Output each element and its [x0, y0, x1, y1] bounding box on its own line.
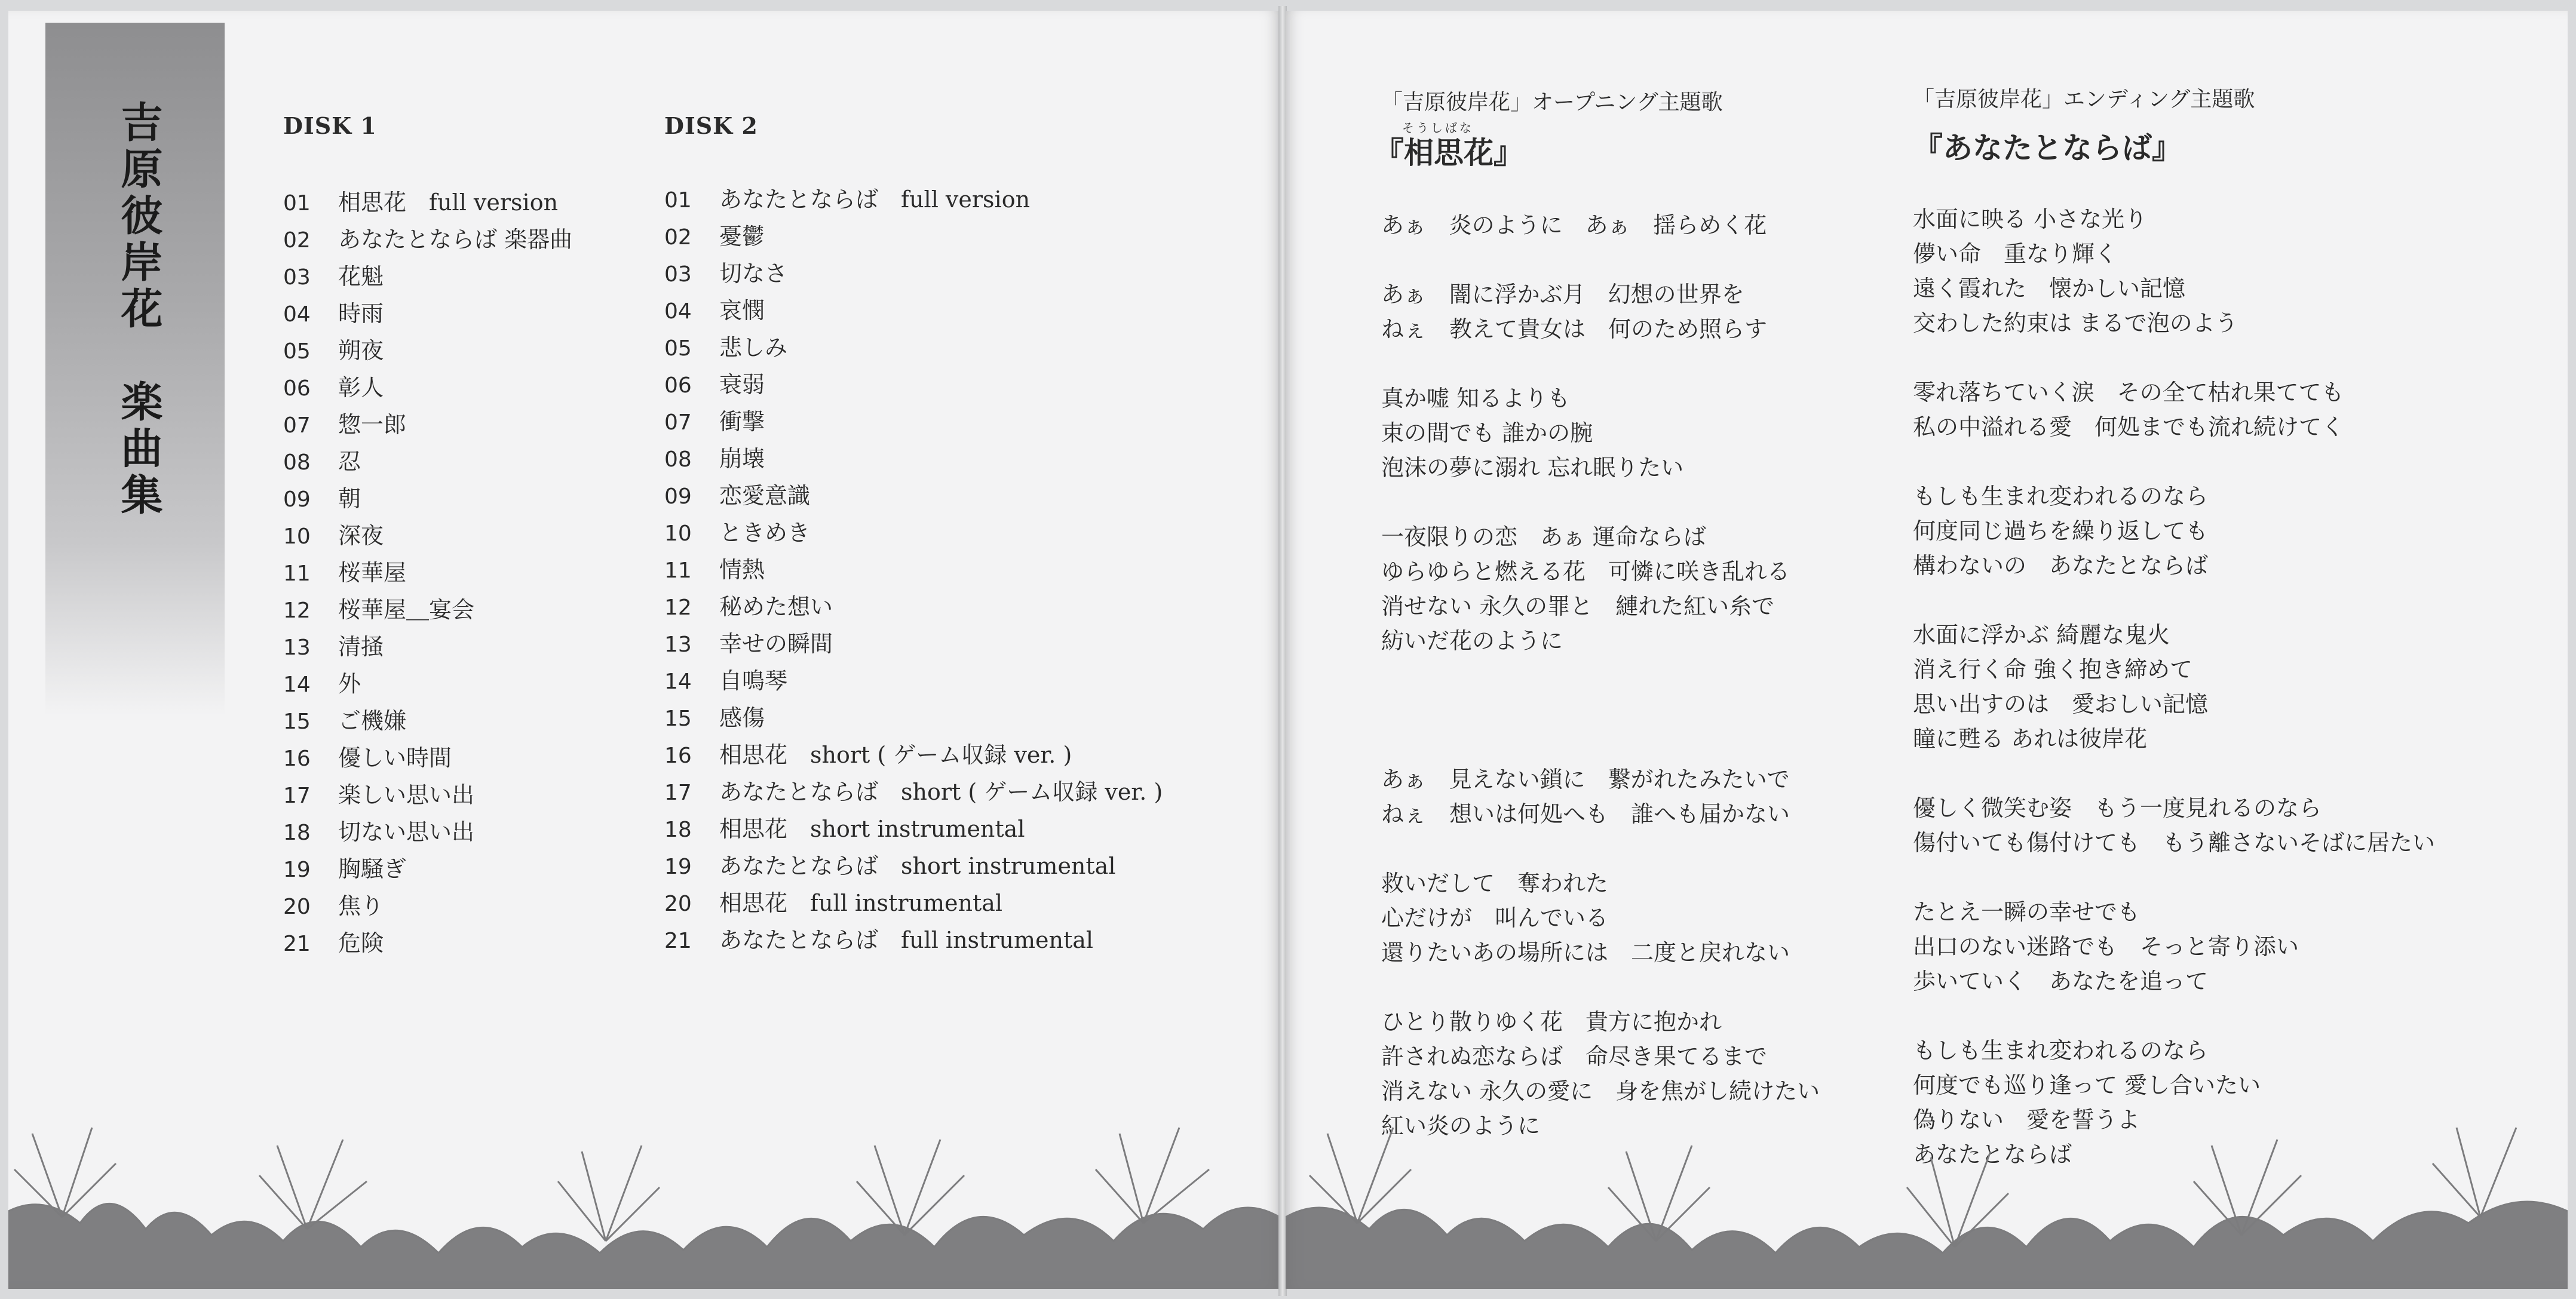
track-number: 02: [283, 228, 311, 253]
track-item: [283, 406, 572, 443]
lyric-gap: [1381, 831, 1820, 866]
track-number: 04: [664, 299, 692, 324]
track-number: 12: [664, 595, 692, 620]
track-item: [283, 332, 572, 369]
track-title: 朝: [338, 486, 361, 512]
track-item: [283, 295, 572, 332]
track-title: ときめき: [719, 520, 811, 546]
track-number: 09: [664, 484, 692, 509]
track-title: 自鳴琴: [719, 668, 788, 694]
lyric-gap: [1381, 970, 1820, 1005]
track-number: 14: [664, 670, 692, 694]
lyric-line: 儚い命 重なり輝く: [1913, 241, 2118, 267]
track-item: [664, 440, 1163, 477]
track-title: 花魁: [338, 263, 384, 290]
track-number: 18: [664, 818, 692, 842]
track-title: 桜華屋: [338, 560, 407, 586]
lyric-line: 出口のない迷路でも そっと寄り添い: [1913, 933, 2299, 960]
track-title: あなたとならば short instrumental: [719, 853, 1116, 879]
track-title: 焦り: [338, 893, 384, 919]
lyric-line: あぁ 闇に浮かぶ月 幻想の世界を: [1381, 281, 1744, 308]
track-number: 16: [283, 747, 311, 771]
track-title: 忍: [338, 449, 361, 475]
track-title: 時雨: [338, 300, 384, 327]
song2-heading: 「吉原彼岸花」エンディング主題歌: [1913, 87, 2255, 112]
lyric-line: 思い出すのは 愛おしい記憶: [1913, 691, 2209, 717]
lyric-gap: [1913, 756, 2435, 791]
song1-heading: 「吉原彼岸花」オープニング主題歌: [1381, 90, 1723, 115]
disk2-heading: DISK 2: [664, 112, 758, 139]
track-title: 相思花 full version: [338, 189, 559, 216]
track-item: [283, 739, 572, 776]
track-item: [283, 850, 572, 888]
track-item: [283, 665, 572, 702]
lyric-line: 瞳に甦る あれは彼岸花: [1913, 726, 2148, 752]
track-title: あなたとならば short ( ゲーム収録 ver. ): [719, 779, 1163, 805]
track-item: [664, 514, 1163, 551]
track-number: 09: [283, 487, 311, 512]
track-item: [664, 366, 1163, 403]
lyric-line: 優しく微笑む姿 もう一度見れるのなら: [1913, 795, 2322, 821]
track-item: [664, 625, 1163, 662]
track-title: 恋愛意識: [719, 483, 811, 509]
track-item: [283, 221, 572, 258]
track-item: [664, 922, 1163, 959]
lyric-line: 紡いだ花のように: [1381, 628, 1563, 654]
lyric-line: 還りたいあの場所には 二度と戻れない: [1381, 939, 1790, 966]
lyric-line: 許されぬ恋ならば 命尽き果てるまで: [1381, 1043, 1768, 1070]
track-number: 08: [664, 447, 692, 472]
lyric-line: 消え行く命 強く抱き締めて: [1913, 656, 2193, 683]
track-item: [283, 443, 572, 480]
left-page: [8, 11, 1280, 1289]
track-item: [283, 925, 572, 962]
track-number: 20: [664, 892, 692, 916]
lyric-gap: [1913, 340, 2435, 375]
track-title: あなたとならば full instrumental: [719, 927, 1094, 953]
track-number: 16: [664, 744, 692, 768]
track-title: 衰弱: [719, 371, 765, 398]
disk2-tracklist: [664, 181, 1163, 959]
lyric-line: 遠く霞れた 懐かしい記憶: [1913, 275, 2186, 302]
lyric-line: ねぇ 想いは何処へも 誰へも届かない: [1381, 801, 1790, 827]
lyric-line: 私の中溢れる愛 何処までも流れ続けてく: [1913, 414, 2345, 440]
track-title: 憂鬱: [719, 223, 765, 250]
track-item: [283, 554, 572, 591]
track-item: [283, 369, 572, 406]
track-title: 衝撃: [719, 409, 765, 435]
track-item: [283, 184, 572, 221]
track-number: 17: [283, 784, 311, 808]
track-item: [664, 847, 1163, 885]
track-item: [664, 292, 1163, 329]
track-title: 清掻: [338, 634, 384, 660]
track-item: [283, 813, 572, 850]
lyric-line: 束の間でも 誰かの腕: [1381, 420, 1593, 446]
track-title: 深夜: [338, 523, 384, 549]
lyric-gap: [1913, 444, 2435, 479]
track-title: ご機嫌: [338, 708, 407, 734]
track-item: [664, 218, 1163, 255]
track-item: [664, 181, 1163, 218]
lyric-line: ゆらゆらと燃える花 可憐に咲き乱れる: [1381, 558, 1790, 585]
track-number: 21: [664, 929, 692, 953]
track-title: 情熱: [719, 557, 765, 583]
track-number: 11: [283, 561, 311, 586]
track-item: [664, 810, 1163, 847]
track-number: 10: [283, 524, 311, 549]
track-number: 10: [664, 521, 692, 546]
track-number: 03: [283, 265, 311, 290]
lyric-gap: [1381, 658, 1820, 693]
lyric-line: 真か嘘 知るよりも: [1381, 385, 1571, 411]
lyric-line: 何度同じ過ちを繰り返しても: [1913, 518, 2209, 544]
lyric-line: あなたとならば: [1913, 1141, 2072, 1168]
track-number: 18: [283, 821, 311, 845]
track-title: 哀憫: [719, 297, 765, 324]
lyric-line: 泡沫の夢に溺れ 忘れ眠りたい: [1381, 455, 1684, 481]
track-title: 悲しみ: [719, 334, 788, 361]
track-number: 13: [283, 635, 311, 660]
track-title: 彰人: [338, 374, 384, 401]
lyric-line: ひとり散りゆく花 貴方に抱かれ: [1381, 1009, 1722, 1035]
lyric-line: 一夜限りの恋 あぁ 運命ならば: [1381, 524, 1706, 550]
track-number: 13: [664, 632, 692, 657]
lyric-line: たとえ一瞬の幸せでも: [1913, 899, 2140, 925]
track-item: [664, 403, 1163, 440]
track-item: [664, 477, 1163, 514]
lyric-gap: [1381, 242, 1820, 277]
lyric-line: 構わないの あなたとならば: [1913, 552, 2209, 579]
spider-lily-decoration: [8, 1014, 1280, 1289]
track-item: [283, 702, 572, 739]
track-item: [283, 480, 572, 517]
track-number: 21: [283, 932, 311, 956]
track-number: 19: [283, 858, 311, 882]
track-title: 優しい時間: [338, 745, 452, 771]
lyric-line: あぁ 見えない鎖に 繋がれたみたいで: [1381, 766, 1790, 793]
right-page: [1286, 11, 2568, 1289]
track-number: 08: [283, 450, 311, 475]
track-number: 12: [283, 598, 311, 623]
track-item: [664, 736, 1163, 773]
song1-lyrics: [1381, 208, 1820, 1143]
track-title: 胸騒ぎ: [338, 856, 407, 882]
track-item: [664, 699, 1163, 736]
song2-title: 『あなたとならば』: [1913, 130, 2182, 165]
disk1-tracklist: [283, 184, 572, 962]
lyric-line: 傷付いても傷付けても もう離さないそばに居たい: [1913, 830, 2436, 856]
track-title: 秘めた想い: [719, 594, 833, 620]
track-item: [283, 258, 572, 295]
lyric-line: ねぇ 教えて貴女は 何のため照らす: [1381, 316, 1768, 342]
track-number: 15: [664, 707, 692, 731]
track-number: 06: [283, 376, 311, 401]
track-item: [664, 255, 1163, 292]
track-number: 03: [664, 262, 692, 287]
lyric-line: 偽りない 愛を誓うよ: [1913, 1107, 2140, 1133]
track-item: [283, 776, 572, 813]
track-number: 05: [283, 339, 311, 364]
track-title: 惣一郎: [338, 411, 407, 438]
lyric-gap: [1381, 485, 1820, 520]
lyric-line: 水面に浮かぶ 綺麗な鬼火: [1913, 622, 2170, 648]
song1-ruby: そうしばな: [1402, 121, 1474, 135]
lyric-line: もしも生まれ変われるのなら: [1913, 1037, 2209, 1064]
track-title: あなたとならば full version: [719, 186, 1031, 213]
lyric-line: 何度でも巡り逢って 愛し合いたい: [1913, 1072, 2261, 1098]
lyric-line: 救いだして 奪われた: [1381, 870, 1609, 896]
track-number: 01: [664, 188, 692, 213]
track-item: [664, 551, 1163, 588]
spider-lily-decoration: [1286, 1014, 2568, 1289]
track-title: 幸せの瞬間: [719, 631, 833, 657]
track-item: [664, 588, 1163, 625]
track-item: [283, 628, 572, 665]
track-number: 19: [664, 855, 692, 879]
lyric-gap: [1381, 346, 1820, 381]
lyric-line: 歩いていく あなたを追って: [1913, 968, 2209, 994]
track-title: あなたとならば 楽器曲: [338, 226, 573, 253]
lyric-line: 紅い炎のように: [1381, 1113, 1541, 1139]
track-title: 相思花 short instrumental: [719, 816, 1025, 842]
lyric-line: 消えない 永久の愛に 身を焦がし続けたい: [1381, 1078, 1820, 1104]
track-item: [283, 517, 572, 554]
track-title: 崩壊: [719, 446, 765, 472]
track-title: 感傷: [719, 705, 765, 731]
lyric-line: 消せない 永久の罪と 縺れた紅い糸で: [1381, 593, 1775, 619]
track-item: [283, 591, 572, 628]
track-item: [664, 329, 1163, 366]
track-number: 17: [664, 781, 692, 805]
track-number: 02: [664, 225, 692, 250]
track-number: 20: [283, 895, 311, 919]
lyric-line: 心だけが 叫んでいる: [1381, 905, 1609, 931]
track-title: 桜華屋＿宴会: [338, 597, 475, 623]
track-title: 切なさ: [719, 260, 788, 287]
lyric-line: もしも生まれ変われるのなら: [1913, 483, 2209, 509]
track-title: 切ない思い出: [338, 819, 475, 845]
track-title: 外: [338, 671, 361, 697]
lyric-line: 水面に映る 小さな光り: [1913, 206, 2148, 232]
track-number: 14: [283, 672, 311, 697]
lyric-line: 零れ落ちていく涙 その全て枯れ果てても: [1913, 379, 2344, 406]
track-title: 相思花 short ( ゲーム収録 ver. ): [719, 742, 1072, 768]
lyric-gap: [1381, 693, 1820, 727]
track-number: 07: [283, 413, 311, 438]
track-item: [664, 773, 1163, 810]
lyric-gap: [1381, 727, 1820, 762]
track-title: 相思花 full instrumental: [719, 890, 1003, 916]
track-item: [664, 885, 1163, 922]
lyric-line: あぁ 炎のように あぁ 揺らめく花: [1381, 212, 1767, 238]
track-item: [283, 888, 572, 925]
track-number: 04: [283, 302, 311, 327]
track-number: 05: [664, 336, 692, 361]
lyric-line: 交わした約束は まるで泡のよう: [1913, 310, 2238, 336]
track-number: 07: [664, 410, 692, 435]
track-number: 11: [664, 558, 692, 583]
track-number: 06: [664, 373, 692, 398]
lyric-gap: [1913, 860, 2435, 895]
album-title: 吉原彼岸花 楽曲集: [114, 100, 164, 520]
song1-title: 『相思花』: [1374, 135, 1523, 170]
track-title: 朔夜: [338, 337, 384, 364]
track-number: 15: [283, 710, 311, 734]
track-number: 01: [283, 191, 311, 216]
track-item: [664, 662, 1163, 699]
track-title: 楽しい思い出: [338, 782, 475, 808]
track-title: 危険: [338, 930, 384, 956]
disk1-heading: DISK 1: [283, 112, 377, 139]
lyric-gap: [1913, 583, 2435, 618]
